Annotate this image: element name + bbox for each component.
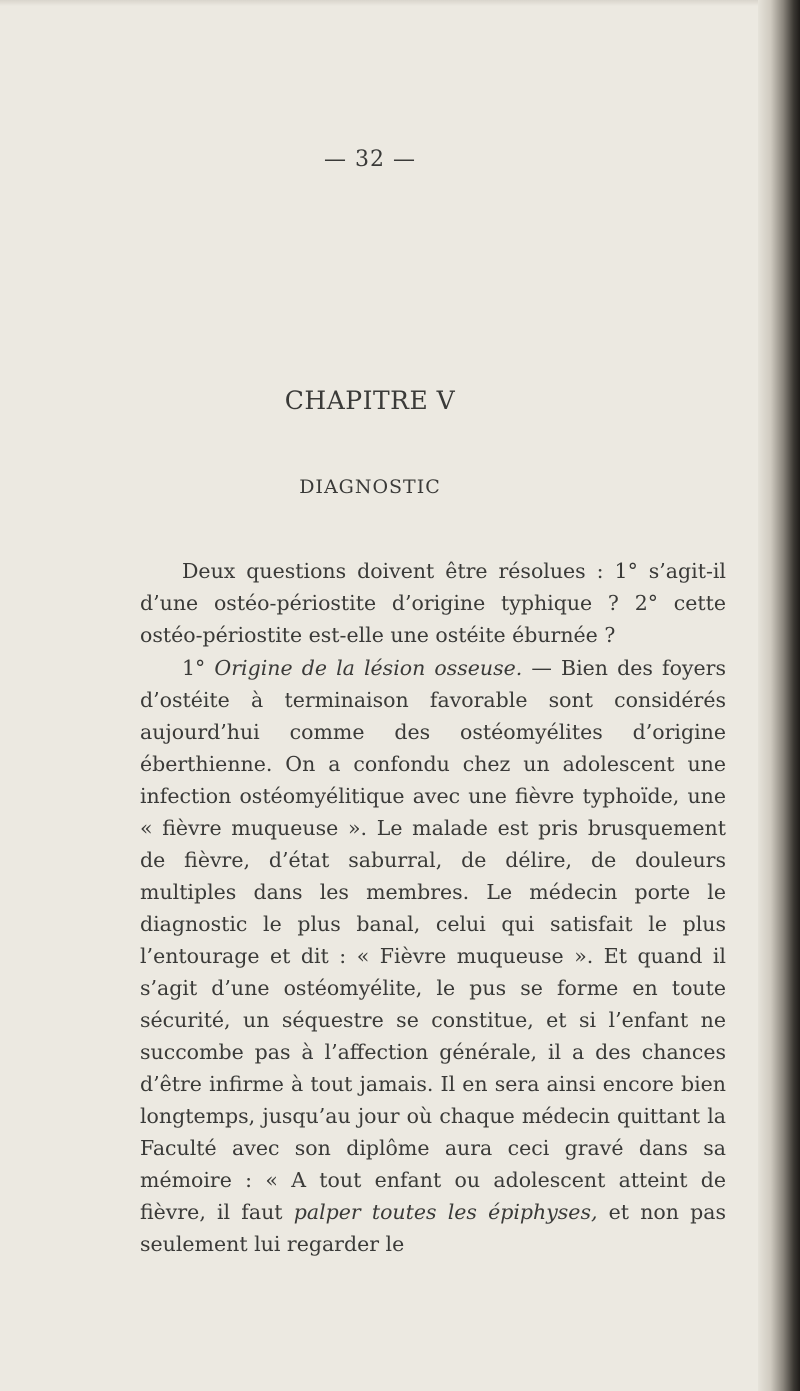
section-title: DIAGNOSTIC bbox=[299, 476, 441, 498]
paragraph-body-1: — Bien des foyers d’ostéite à terminaison favorable sont considérés aujourd’hui comme des ostéomyélites d’origine éberthienne. On a confondu chez un adolescent une infection ostéomyélitique avec une fièvre typhoïde, une « fièvre muqueuse ». Le malade est pris brusquement de fièvre, d’état saburral, de délire, de douleurs multiples dans les membres. Le médecin porte le diagnostic le plus banal, celui qui satisfait le plus l’entourage et dit : « Fièvre muqueuse ». Et quand il s’agit d’une ostéomyélite, le pus se forme en toute sécurité, un séquestre se constitue, et si l’enfant ne succombe pas à l’affection générale, il a des chances d’être infirme à tout jamais. Il en sera ainsi encore bien longtemps, jusqu’au jour où chaque médecin quittant la Faculté avec son diplôme aura ceci gravé dans sa mémoire : « A tout enfant ou adolescent atteint de fièvre, il faut bbox=[140, 656, 726, 1224]
paragraph-heading: Origine de la lésion osseuse. bbox=[214, 656, 523, 680]
page-number: — 32 — bbox=[324, 147, 416, 172]
paragraph-emphasis: palper toutes les épiphyses, bbox=[293, 1200, 598, 1224]
paragraph-intro-text: Deux questions doivent être résolues : 1° s’agit-il d’une ostéo-périostite d’origine typhique ? 2° cette ostéo-périostite est-elle une ostéite éburnée ? bbox=[140, 559, 726, 647]
binding-edge bbox=[758, 0, 800, 1391]
paragraph-origine-text bbox=[140, 652, 726, 1260]
chapter-title: CHAPITRE V bbox=[284, 386, 456, 415]
page-top-shadow bbox=[0, 0, 800, 6]
paragraph-prefix: 1° bbox=[182, 656, 206, 680]
paragraph-origine bbox=[140, 652, 726, 1260]
paragraph-intro bbox=[140, 555, 726, 651]
paragraph-body-2: et non pas seulement lui regarder le bbox=[140, 1200, 726, 1256]
